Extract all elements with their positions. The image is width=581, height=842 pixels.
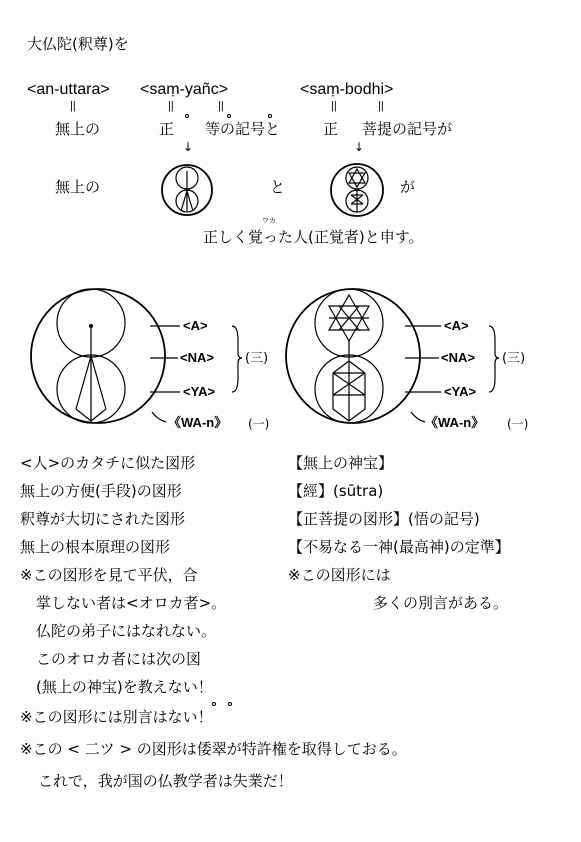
term-an-uttara: <an-uttara>	[27, 81, 110, 98]
row2-mid: と	[270, 178, 286, 196]
eq-mark-2: ||	[168, 100, 174, 112]
label-ya: <YA>	[183, 384, 216, 399]
right-line-4: 【不易なる一神(最高神)の定準】	[288, 538, 510, 556]
right-line-5: ※この図形には	[288, 566, 391, 584]
gloss-5: 菩提の記号が	[362, 120, 453, 138]
ruby-text: ワカ	[262, 217, 276, 225]
emphasis-dot	[227, 114, 231, 118]
arrow-down-icon: ↓	[183, 140, 194, 154]
label-ichi: (一)	[248, 417, 270, 431]
right-line-6: 多くの別言がある。	[373, 594, 509, 612]
large-human-diagram	[28, 283, 168, 429]
term-sam-bodhi: <saṃ-bodhi>	[300, 81, 394, 98]
left-line-1: <人>のカタチに似た図形	[20, 454, 196, 472]
label-san-right: (三)	[502, 351, 526, 366]
small-human-figure	[162, 163, 212, 217]
gloss-4: 正	[323, 120, 339, 138]
label-a: <A>	[183, 318, 208, 333]
eq-mark-1: ||	[70, 100, 76, 112]
label-ichi-right: (一)	[507, 417, 529, 431]
left-line-6: 掌しない者は<オロカ者>。	[36, 594, 227, 612]
gloss-3: 等の記号と	[205, 120, 281, 138]
emphasis-dot	[268, 114, 272, 118]
large-star-diagram	[283, 283, 423, 429]
row2-left: 無上の	[55, 178, 101, 196]
emphasis-dot	[212, 702, 216, 706]
left-line-4: 無上の根本原理の図形	[20, 538, 171, 556]
footer-line-2: これで，我が国の仏教学者は失業だ！	[38, 772, 293, 790]
left-line-9: (無上の神宝)を教えない！	[36, 678, 213, 696]
emphasis-dot	[185, 114, 189, 118]
eq-mark-3: ||	[218, 100, 224, 112]
right-line-3: 【正菩提の図形】(悟の記号)	[288, 510, 480, 528]
right-line-2: 【經】(sūtra)	[288, 482, 384, 500]
arrow-down-icon: ↓	[354, 140, 365, 154]
label-wan-right: 《WA-n》	[425, 415, 485, 430]
left-line-3: 釈尊が大切にされた図形	[20, 510, 186, 528]
gloss-1: 無上の	[55, 120, 101, 138]
emphasis-dot	[228, 702, 232, 706]
label-a-right: <A>	[444, 318, 469, 333]
left-line-5: ※この図形を見て平伏，合	[20, 566, 198, 584]
conclusion-text: 正しく覚った人(正覚者)と申す。	[203, 228, 424, 246]
small-star-figure	[330, 163, 384, 217]
right-line-1: 【無上の神宝】	[288, 454, 394, 472]
eq-mark-4: ||	[331, 100, 337, 112]
left-line-7: 仏陀の弟子にはなれない。	[36, 622, 217, 640]
label-san: (三)	[245, 351, 269, 366]
left-line-10: ※この図形には別言はない！	[20, 708, 213, 726]
label-na: <NA>	[180, 350, 214, 365]
term-sam-yanc: <saṃ-yañc>	[140, 81, 229, 98]
label-ya-right: <YA>	[444, 384, 477, 399]
row2-right: が	[400, 178, 416, 196]
label-na-right: <NA>	[441, 350, 475, 365]
header-title: 大仏陀(釈尊)を	[27, 35, 129, 53]
label-wan: 《WA-n》	[168, 415, 228, 430]
gloss-2: 正	[159, 120, 175, 138]
footer-line-1: ※この < 二ツ > の図形は倭翠が特許権を取得しておる。	[20, 740, 407, 758]
left-line-2: 無上の方便(手段)の図形	[20, 482, 182, 500]
left-line-8: このオロカ者には次の図	[36, 650, 202, 668]
eq-mark-5: ||	[378, 100, 384, 112]
